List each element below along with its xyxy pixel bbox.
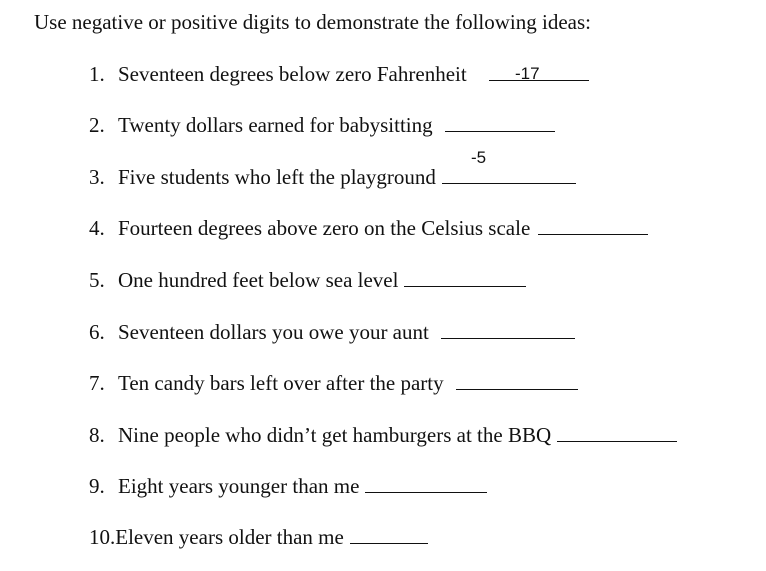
answer-blank-5[interactable]	[404, 268, 526, 287]
question-number: 10.	[89, 525, 116, 549]
question-item-2	[89, 111, 555, 139]
answer-blank-6[interactable]	[441, 320, 575, 339]
instruction-text: Use negative or positive digits to demonstrate the following ideas:	[34, 10, 591, 34]
question-text: Seventeen degrees below zero Fahrenheit	[118, 62, 467, 86]
question-text: One hundred feet below sea level	[118, 268, 399, 292]
question-number: 2.	[89, 113, 105, 137]
answer-blank-10[interactable]	[350, 525, 428, 544]
answer-3: -5	[471, 148, 487, 167]
answer-1: -17	[515, 64, 540, 83]
question-item-7	[89, 369, 578, 397]
question-text: Seventeen dollars you owe your aunt	[118, 320, 429, 344]
question-item-10	[89, 523, 428, 551]
question-number: 9.	[89, 474, 105, 498]
question-text: Eleven years older than me	[115, 525, 344, 549]
question-item-3	[89, 163, 576, 191]
question-item-9	[89, 472, 487, 500]
question-item-4	[89, 214, 648, 242]
question-number: 1.	[89, 62, 105, 86]
question-number: 6.	[89, 320, 105, 344]
question-number: 8.	[89, 423, 105, 447]
question-item-5	[89, 266, 526, 294]
question-text: Ten candy bars left over after the party	[118, 371, 444, 395]
question-text: Eight years younger than me	[118, 474, 360, 498]
answer-blank-4[interactable]	[538, 216, 648, 235]
question-text: Five students who left the playground	[118, 165, 436, 189]
answer-blank-2[interactable]	[445, 113, 555, 132]
question-text: Fourteen degrees above zero on the Celsius scale	[118, 216, 531, 240]
question-number: 3.	[89, 165, 105, 189]
question-text: Twenty dollars earned for babysitting	[118, 113, 433, 137]
question-number: 5.	[89, 268, 105, 292]
question-item-1	[89, 60, 589, 88]
answer-blank-7[interactable]	[456, 371, 578, 390]
answer-blank-9[interactable]	[365, 474, 487, 493]
question-item-6	[89, 318, 575, 346]
question-text: Nine people who didn’t get hamburgers at the BBQ	[118, 423, 552, 447]
answer-blank-8[interactable]	[557, 423, 677, 442]
question-number: 4.	[89, 216, 105, 240]
answer-blank-3[interactable]	[442, 165, 576, 184]
question-item-8	[89, 421, 677, 449]
question-number: 7.	[89, 371, 105, 395]
